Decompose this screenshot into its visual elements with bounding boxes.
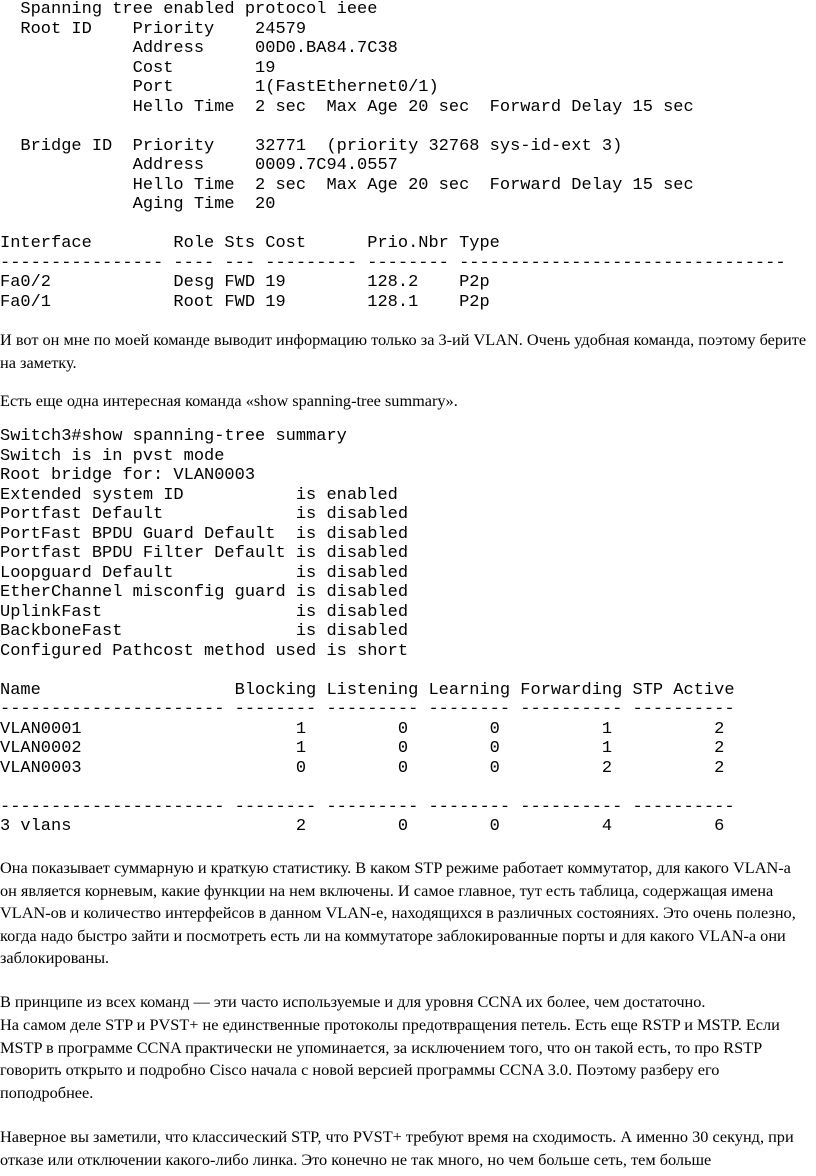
paragraph-convergence: Наверное вы заметили, что классический STP, что PVST+ требуют время на сходимость. А именно 30 секунд, при отказе или отключении какого-либо линка. Это конечно не так много, но чем больше сеть, тем больше (0, 1127, 794, 1169)
paragraph-rstp-mstp: На самом деле STP и PVST+ не единственные протоколы предотвращения петель. Есть еще RSTP и MSTP. Если MSTP в программе CCNA практически не упоминается, за исключением того, что он такой есть, то про RSTP говорить открыто и подробно Cisco начала с новой версией программы CCNA 3.0. Поэтому разберу его поподробнее. (0, 1015, 780, 1102)
summary-output-block: Switch3#show spanning-tree summary Switch is in pvst mode Root bridge for: VLAN0003 Extended system ID is enabled Portfast Default is disabled PortFast BPDU Guard Default is disabled Portfast BPDU Filter Default is disabled Loopguard Default is disabled EtherChannel misconfig guard is disabled UplinkFast is disabled BackboneFast is disabled Configured Pathcost method used is short Name Blocking Listening Learning Forwarding STP Active ---------------------- -------- --------- -------- ---------- ---------- VLAN0001 1 0 0 1 2 VLAN0002 1 0 0 1 2 VLAN0003 0 0 0 2 2 ---------------------- -------- --------- -------- ---------- ---------- 3 vlans 2 0 0 4 6 (0, 427, 735, 836)
stp-output-block: Spanning tree enabled protocol ieee Root ID Priority 24579 Address 00D0.BA84.7C38 Cost 19 Port 1(FastEthernet0/1) Hello Time 2 sec Max Age 20 sec Forward Delay 15 sec Bridge ID Priority 32771 (priority 32768 sys-id-ext 3) Address 0009.7C94.0557 Hello Time 2 sec Max Age 20 sec Forward Delay 15 sec Aging Time 20 Interface Role Sts Cost Prio.Nbr Type ---------------- ---- --- --------- -------- -------------------------------- Fa0/2 Desg FWD 19 128.2 P2p Fa0/1 Root FWD 19 128.1 P2p (0, 0, 786, 312)
paragraph-vlan3-info: И вот он мне по моей команде выводит информацию только за 3-ий VLAN. Очень удобная команда, поэтому берите на заметку. (0, 330, 807, 372)
paragraph-summary-explanation: Она показывает суммарную и краткую статистику. В каком STP режиме работает коммутатор, для какого VLAN-а он является корневым, какие функции на нем включены. И самое главное, тут есть таблица, содержащая имена VLAN-ов и количество интерфейсов в данном VLAN-е, находящихся в различных состояниях. Это очень полезно, когда надо быстро зайти и посмотреть есть ли на коммутаторе заблокированные порты и для какого VLAN-а они заблокированы. (0, 858, 796, 967)
paragraph-ccna-commands: В принципе из всех команд — эти часто используемые и для уровня CCNA их более, чем достаточно. (0, 992, 706, 1011)
paragraph-summary-intro: Есть еще одна интересная команда «show spanning-tree summary». (0, 391, 458, 410)
